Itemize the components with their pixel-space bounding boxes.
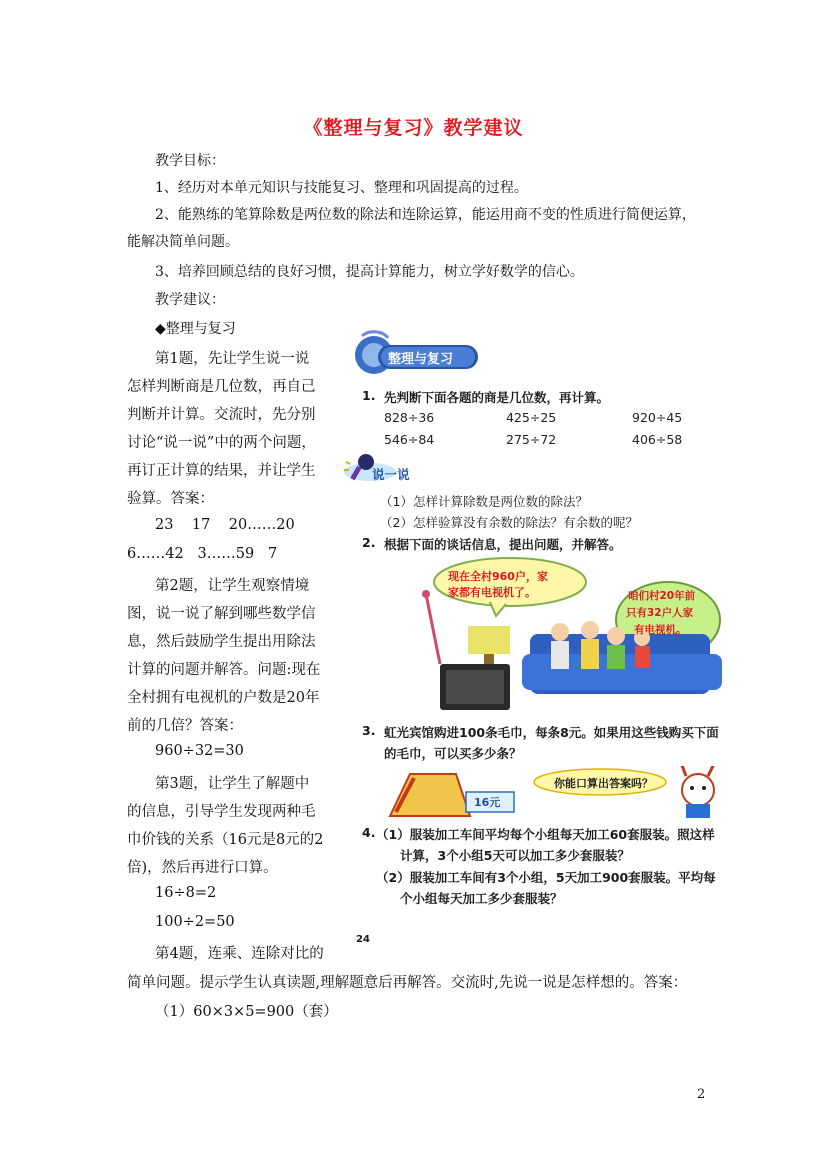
bubble1-line: 家都有电视机了。 xyxy=(448,586,536,599)
left-line: 的信息，引导学生发现两种毛 xyxy=(127,804,316,820)
textbook-page-number: 24 xyxy=(356,934,370,945)
left-line: 第3题，让学生了解题中 xyxy=(155,776,310,792)
left-line: 判断并计算。交流时，先分别 xyxy=(127,407,316,423)
q1-number: 1. xyxy=(362,388,376,403)
left-line: 全村拥有电视机的户数是20年 xyxy=(127,690,320,706)
q4-line: 个小组每天加工多少套服装？ xyxy=(400,891,563,906)
left-line: 再订正计算的结果，并让学生 xyxy=(127,463,316,479)
document-title: 《整理与复习》教学建议 xyxy=(303,117,524,139)
shuo-label: 说一说 xyxy=(372,467,410,482)
answer-line: 960÷32=30 xyxy=(155,743,244,759)
left-line: 倍)，然后再进行口算。 xyxy=(127,860,278,876)
q1-item: 275÷72 xyxy=(506,432,557,447)
goal-2-cont: 能解决简单问题。 xyxy=(127,234,239,250)
bubble1-line: 现在全村960户，家 xyxy=(448,570,548,583)
left-line: 怎样判断商是几位数，再自己 xyxy=(127,379,316,395)
goal-1: 1、经历对本单元知识与技能复习、整理和巩固提高的过程。 xyxy=(155,180,528,196)
q4-line: （2）服装加工车间有3个小组，5天加工900套服装。平均每 xyxy=(376,870,716,885)
bubble2-line: 有电视机。 xyxy=(634,624,687,636)
q1-text: 先判断下面各题的商是几位数，再计算。 xyxy=(384,390,610,405)
page-number: 2 xyxy=(697,1087,706,1102)
full-line: 简单问题。提示学生认真读题,理解题意后再解答。交流时,先说一说是怎样想的。答案： xyxy=(127,975,688,991)
bubble2-line: 咱们村20年前 xyxy=(628,590,696,602)
left-line: 第1题，先让学生说一说 xyxy=(155,351,310,367)
left-line: 息，然后鼓励学生提出用除法 xyxy=(127,634,316,650)
q1-item: 920÷45 xyxy=(632,410,683,425)
left-line: 验算。答案： xyxy=(127,491,214,507)
section-heading: ◆整理与复习 xyxy=(155,321,236,337)
left-line: 第4题，连乘、连除对比的 xyxy=(155,946,324,962)
q3-line: 虹光宾馆购进100条毛巾，每条8元。如果用这些钱购买下面 xyxy=(384,725,719,740)
q2-number: 2. xyxy=(362,535,376,550)
q4-number: 4. xyxy=(362,825,376,840)
q3-number: 3. xyxy=(362,723,376,738)
goals-heading: 教学目标： xyxy=(155,153,225,169)
shuo-item: （2）怎样验算没有余数的除法？有余数的呢？ xyxy=(380,515,638,530)
answer-line: （1）60×3×5=900（套） xyxy=(155,1004,338,1020)
q1-item: 406÷58 xyxy=(632,432,683,447)
q2-text: 根据下面的谈话信息，提出问题，并解答。 xyxy=(384,537,622,552)
q4-line: （1）服装加工车间平均每个小组每天加工60套服装。照这样 xyxy=(376,827,715,842)
bubble2-line: 只有32户人家 xyxy=(626,607,694,619)
price-tag: 16元 xyxy=(474,796,501,809)
answer-line: 23 17 20……20 xyxy=(155,517,295,533)
goal-2: 2、能熟练的笔算除数是两位数的除法和连除运算，能运用商不变的性质进行简便运算， xyxy=(155,207,696,223)
left-line: 图，说一说了解到哪些数学信 xyxy=(127,606,316,622)
q1-item: 546÷84 xyxy=(384,432,435,447)
answer-line: 16÷8=2 xyxy=(155,885,217,901)
advice-heading: 教学建议： xyxy=(155,292,225,308)
answer-line: 100÷2=50 xyxy=(155,914,235,930)
q1-item: 828÷36 xyxy=(384,410,435,425)
q1-item: 425÷25 xyxy=(506,410,557,425)
left-line: 讨论“说一说”中的两个问题， xyxy=(127,435,316,451)
review-banner-text: 整理与复习 xyxy=(388,352,454,367)
answer-line: 6……42 3……59 7 xyxy=(127,546,278,562)
left-line: 计算的问题并解答。问题:现在 xyxy=(127,662,321,678)
goal-3: 3、培养回顾总结的良好习惯，提高计算能力，树立学好数学的信心。 xyxy=(155,264,584,280)
textbook-page-image xyxy=(340,328,760,948)
left-line: 前的几倍？答案： xyxy=(127,718,243,734)
q4-line: 计算，3个小组5天可以加工多少套服装？ xyxy=(400,848,630,863)
left-line: 巾价钱的关系（16元是8元的2 xyxy=(127,832,324,848)
bubble3-text: 你能口算出答案吗？ xyxy=(554,777,653,790)
q3-line: 的毛巾，可以买多少条？ xyxy=(384,746,522,761)
left-line: 第2题，让学生观察情境 xyxy=(155,578,310,594)
shuo-item: （1）怎样计算除数是两位数的除法？ xyxy=(380,494,588,509)
